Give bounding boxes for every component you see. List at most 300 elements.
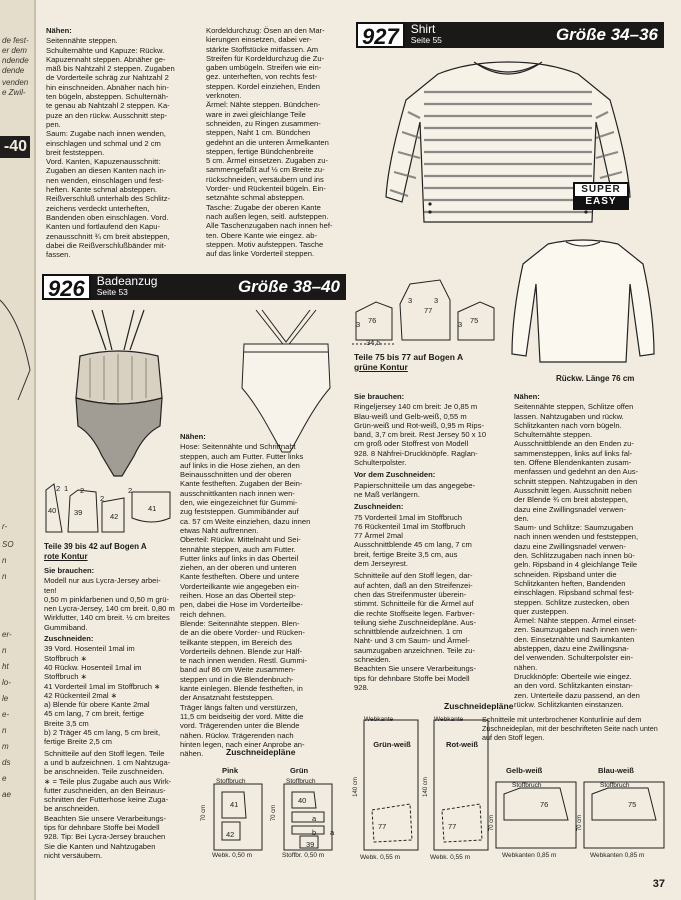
model-927-title — [411, 24, 442, 46]
piece-label: 2 — [56, 484, 61, 493]
plan-label: 77 — [378, 822, 387, 831]
plan-label: 70 cm — [577, 814, 584, 832]
page-number: 37 — [652, 878, 665, 890]
text-line: einschlagen. Ripsband schmal fest- — [514, 588, 634, 598]
plan-label: 75 — [628, 800, 637, 809]
piece-label: 34,5 — [366, 338, 381, 347]
text-line: schneiden. — [354, 655, 391, 665]
text-line: teilung siehe Zuschneidepläne. Aus- — [354, 617, 477, 627]
text-line: zenausschnitt ¾ cm breit absteppen, — [46, 231, 170, 241]
text-line: ∗ = Teile plus Zugabe auch aus Wirk- — [44, 776, 172, 786]
col1-bottom-lines2 — [44, 644, 180, 746]
text-line: Ausschnittblende an den Enden zu- — [514, 439, 634, 449]
text-line: steppen. Schlitze zustecken, oben — [514, 597, 630, 607]
plan-label: b — [312, 828, 317, 837]
text-line: ten. Offene Blendenkanten zusam- — [514, 458, 632, 468]
text-line: Druckknöpfe: Oberteile wie eingez. — [514, 671, 632, 681]
col1-bottom-lines1 — [44, 576, 180, 632]
piece-label: 3 — [434, 296, 439, 305]
text-line: mäß bis Nahtzahl 2 steppen. Zugaben — [46, 64, 175, 74]
text-line: cm groß oder Stoffrest von Modell — [354, 439, 469, 449]
spine-fragment: r- — [2, 522, 8, 531]
model-927-banner — [356, 22, 664, 48]
text-line: den, wie eingezeichnet für Gummi- — [180, 498, 298, 508]
text-line: Stoffbruch ∗ — [44, 653, 87, 663]
text-line: ware in zwei gleichlange Teile — [206, 109, 306, 119]
text-line: auf links in die Hose ziehen, an den — [180, 460, 300, 470]
piece-label: 76 — [368, 316, 377, 325]
piece-label: 2 — [100, 494, 105, 503]
text-line: Schulterpolster. — [354, 458, 407, 468]
plan-label: 76 — [540, 800, 549, 809]
shirt-back-illustration — [508, 234, 658, 374]
plan-label: 70 cm — [271, 804, 278, 822]
text-line: band auf 86 cm Weite zusammen- — [180, 665, 296, 675]
text-line: Ärmel: Nähte steppen. Ärmel einset- — [514, 616, 637, 626]
text-line: Futter links auf links in das Oberteil — [180, 553, 299, 563]
text-line: geln. Ripsband in 4 gleichlange Teile — [514, 560, 638, 570]
text-line: dazu eine Zwillingsnadel verwen- — [514, 541, 626, 551]
col1-bottom-text — [44, 566, 180, 860]
spine-fragment: er- — [2, 630, 12, 639]
text-line: Träger längs falten und verstürzen, — [180, 702, 298, 712]
plan-gruen-label: Grün — [290, 766, 309, 775]
text-line: Ausschnittblende 45 cm lang, 7 cm — [354, 540, 472, 550]
text-line: band, 3,7 cm breit. Rest Jersey 50 x 10 — [354, 430, 487, 440]
text-line: steppen, Naht 1 cm. Bündchen — [206, 128, 311, 138]
model-926-banner — [42, 274, 346, 300]
badge-super: SUPER — [581, 184, 621, 195]
text-line: nähen. — [514, 662, 538, 672]
text-line: der Ansatznaht feststeppen. — [180, 693, 275, 703]
spine-fragment: n — [2, 572, 7, 581]
plan-label: Webkanten 0,85 m — [590, 852, 645, 859]
plan-label: Stoffbruch — [286, 778, 316, 785]
col1-top-lines — [46, 36, 178, 259]
text-line: sammensteppen, links auf links fal- — [514, 448, 633, 458]
text-line: Ärmel: Nähte steppen. Bündchen- — [206, 100, 321, 110]
heading-zuschneiden-927: Zuschneiden: — [354, 502, 404, 512]
text-line: pen, dabei die Hose im Vorderteilbe- — [180, 600, 303, 610]
text-line: puze an den rückw. Ausschnitt step- — [46, 110, 168, 120]
pattern-caption-line2: rote Kontur — [44, 552, 88, 561]
text-line: de an die obere Vorder- und Rücken- — [180, 628, 305, 638]
text-line: Reißverschluß unterhalb des Schlitz- — [46, 194, 171, 204]
text-line: ne Maß verlängern. — [354, 489, 420, 499]
text-line: Saum- und Schlitze: Saumzugaben — [514, 523, 634, 533]
text-line: 41 Vorderteil 1mal im Stoffbruch ∗ — [44, 681, 161, 691]
text-line: 75 Vorderteil 1mal im Stoffbruch — [354, 512, 462, 522]
text-line: Oberteil: Rückw. Mittelnaht und Sei- — [180, 535, 301, 545]
text-line: 11,5 cm beidseitig der vord. Mitte die — [180, 711, 304, 721]
text-line: tips für dehnbare Stoffe bei Modell — [354, 673, 470, 683]
text-line: 76 Rückenteil 1mal im Stoffbruch — [354, 521, 466, 531]
model-927-size: Größe 34–36 — [555, 25, 658, 44]
previous-page-edge — [0, 0, 36, 900]
text-line: 928. Tip: Bei Lycra-Jersey brauchen — [44, 832, 166, 842]
text-line: Gummiband. — [44, 622, 88, 632]
piece-label: 3 — [356, 320, 361, 329]
text-line: tennähte steppen, auch am Futter. — [180, 544, 296, 554]
piece-label: 3 — [408, 296, 413, 305]
text-line: Grün-weiß und Rot-weiß, 0,95 m Rips- — [354, 420, 484, 430]
plan-label: 77 — [448, 822, 457, 831]
text-line: ten. Obere Kante wie eingez. ab- — [206, 230, 318, 240]
text-line: Schulternähte steppen. — [514, 430, 593, 440]
text-line: Schlitzkanten heften, Bandenden — [514, 578, 626, 588]
text-line: Hose: Seitennähte und Schrittnaht — [180, 442, 296, 452]
model-926-size: Größe 38–40 — [237, 277, 340, 296]
text-line: 928. — [354, 682, 369, 692]
piece-label: 1 — [64, 484, 69, 493]
plan-label: Stoffbruch — [216, 778, 246, 785]
piece-label: 2 — [128, 486, 133, 495]
text-line: Schlitzkanten nach vorn bügeln. — [514, 420, 622, 430]
text-line: Seitennähte steppen. — [46, 36, 118, 46]
spine-fragment: dende — [2, 66, 25, 75]
super-easy-badge — [573, 182, 629, 210]
col3-lines2 — [354, 481, 508, 500]
text-line: Seitennähte steppen, Schlitze offen — [514, 402, 634, 412]
text-line: steppen. Motiv aufsteppen. Tasche — [206, 239, 324, 249]
piece-label: 75 — [470, 316, 479, 325]
text-line: nen Lycra-Jersey, 140 cm breit. 0,80 m — [44, 604, 175, 614]
text-line: gez. unterheften, von rechts fest- — [206, 72, 318, 82]
heading-sie-brauchen: Sie brauchen: — [44, 566, 95, 575]
model-926-title-bar — [91, 274, 346, 300]
text-line: 0,50 m pinkfarbenen und 0,50 m grü- — [44, 594, 169, 604]
text-line: etwas Naht auftrennen. — [180, 525, 259, 535]
text-line: quer zusteppen. — [514, 606, 569, 616]
plan-pink-label: Pink — [222, 766, 239, 775]
pattern-caption-927 — [354, 352, 463, 372]
text-line: Vorderteilkante wie angegeben ein- — [180, 581, 300, 591]
text-line: Papierschnitteile um das angegebe- — [354, 480, 476, 490]
text-line: ziehen, an der oberen und unteren — [180, 563, 297, 573]
model-926-title — [97, 276, 158, 298]
col2-top-text — [206, 26, 346, 258]
sleeve-sketch-fragment — [0, 290, 36, 410]
spine-fragment: le — [2, 694, 9, 703]
text-line: Saum: Zugabe nach innen wenden, — [46, 129, 166, 139]
text-line: einschlagen und schmal und 2 cm — [46, 138, 161, 148]
text-line: ten bügeln, absteppen. Schulternäh- — [46, 92, 169, 102]
text-line: auf achten, daß an den Streifenzei- — [354, 580, 473, 590]
heading-naehen: Nähen: — [46, 26, 72, 35]
plan-label: 70 cm — [489, 814, 496, 832]
text-line: teilkante steppen, im Bereich des — [180, 637, 292, 647]
text-line: setznähte schmal absteppen. — [206, 193, 305, 203]
text-line: Schnitteile auf den Stoff legen. Teile — [44, 748, 165, 758]
heading-zuschneiden: Zuschneiden: — [44, 634, 94, 644]
text-line: steppen und in die Blendenbruch- — [180, 674, 294, 684]
spine-fragment: n — [2, 726, 7, 735]
text-line: Breite 3,5 cm — [44, 718, 89, 728]
pattern-caption-line1: Teile 75 bis 77 auf Bogen A — [354, 352, 464, 362]
text-line: gedehnt an die unteren Ärmelkanten — [206, 137, 329, 147]
plan-label: 140 cm — [422, 777, 429, 797]
plan-label: Webk. 0,55 m — [360, 854, 400, 861]
text-line: Kordeldurchzug: Ösen an den Mar- — [206, 26, 325, 35]
spine-fragment: ndende — [2, 56, 29, 65]
spine-size-badge: -40 — [0, 136, 30, 158]
text-line: dabei die Reißverschlußbänder mit- — [46, 240, 167, 250]
plan-label: Webk. 0,50 m — [212, 852, 252, 859]
text-line: Beachten Sie unsere Verarbeitungs- — [354, 664, 477, 674]
model-926-page: Seite 53 — [96, 287, 128, 297]
plan-label: Stoffbruch — [512, 782, 542, 789]
text-line: tips für dehnbare Stoffe bei Modell — [44, 823, 160, 833]
text-line: Modell nur aus Lycra-Jersey arbei- — [44, 576, 161, 586]
text-line: Vorderteils dehnen. Blende zur Hälf- — [180, 646, 302, 656]
col2-bottom-lines — [180, 442, 342, 758]
plans-926-diagram — [200, 778, 360, 858]
heading-naehen-926: Nähen: — [180, 432, 206, 441]
plan-label: 39 — [306, 840, 315, 849]
text-line: schneiden. Ripsband unter die — [514, 569, 617, 579]
text-line: 928. 8 Nähfrei-Druckknöpfe. Raglan- — [354, 448, 478, 458]
plan-label: Stoffbruch — [600, 782, 630, 789]
text-line: steppen, auch am Futter. Futter links — [180, 451, 304, 461]
text-line: Stoffbruch ∗ — [44, 672, 87, 682]
plan-label: Webkante — [364, 716, 394, 723]
text-line: Beinausschnitten und der oberen — [180, 470, 292, 480]
text-line: Blende: Seitennähte steppen. Blen- — [180, 618, 300, 628]
text-line: dazu eine Zwillingsnadel verwen- — [514, 504, 626, 514]
text-line: nähen. — [180, 749, 204, 759]
plans-926-heading: Zuschneidepläne — [226, 747, 296, 757]
plan-gelb-weiss: Gelb-weiß — [506, 766, 543, 775]
text-line: an den vord. Schlitzkanten einstan- — [514, 681, 633, 691]
model-927-title-bar — [405, 22, 664, 48]
col1-top-text — [46, 26, 178, 259]
plans-927-heading: Zuschneidepläne — [444, 701, 514, 711]
text-line: den. Schlitzzugaben nach innen bü- — [514, 551, 635, 561]
text-line: nach innen wenden und feststeppen, — [514, 532, 639, 542]
text-line: schnitten der Futterhose keine Zuga- — [44, 795, 169, 805]
plan-label: Webkanten 0,85 m — [502, 852, 557, 859]
text-line: 42 Rückenteil 2mal ∗ — [44, 690, 118, 700]
text-line: hinten legen, nach einer Anprobe an- — [180, 739, 305, 749]
text-line: chen das Streifenmuster überein- — [354, 589, 467, 599]
piece-label: 3 — [458, 320, 463, 329]
text-line: Beachten Sie unsere Verarbeitungs- — [44, 813, 167, 823]
text-line: te nach innen wenden. Restl. Gummi- — [180, 656, 308, 666]
spine-fragment: e Zwil- — [2, 88, 26, 97]
spine-fragment: n — [2, 646, 7, 655]
text-line: kante einlegen. Blende festheften, in — [180, 684, 303, 694]
text-line: der Blende ¾ cm breit absteppen, — [514, 495, 628, 505]
col3-lines4 — [354, 571, 508, 692]
text-line: Naht- und 3 cm Saum- und Ärmel- — [354, 636, 470, 646]
text-line: del verwenden. Schulterpolster ein- — [514, 653, 634, 663]
col1-bottom-lines3 — [44, 749, 180, 861]
text-line: vord. Trägerenden unter die Blende — [180, 721, 300, 731]
text-line: schnittblende aufzeichnen. 1 cm — [354, 627, 463, 637]
spine-fragment: ht — [2, 662, 9, 671]
text-line: Schnitteile auf den Stoff legen, dar- — [354, 571, 473, 581]
plan-label: 41 — [230, 800, 239, 809]
piece-label: 2 — [80, 486, 85, 495]
text-line: Ringeljersey 140 cm breit: Je 0,85 m — [354, 402, 478, 412]
plan-label: a — [330, 828, 335, 837]
shirt-front-illustration — [378, 52, 638, 252]
text-line: Ausschnitt legen. Ausschnitt neben — [514, 485, 632, 495]
text-line: 40 Rückw. Hosenteil 1mal im — [44, 662, 142, 672]
text-line: lassen. Nahtzugaben und rückw. — [514, 411, 624, 421]
text-line: 5 cm. Ärmel einsetzen. Zugaben zu- — [206, 156, 328, 166]
text-line: heften. Kante schmal absteppen. — [46, 185, 158, 195]
text-line: stimmt. Schnitteile für die Ärmel auf — [354, 599, 474, 609]
text-line: nicht versäubern. — [44, 850, 103, 860]
text-line: nen wenden, einschlagen und fest- — [46, 175, 164, 185]
piece-label: 42 — [110, 512, 119, 521]
text-line: rückw. Schlitzkanten einstanzen. — [514, 699, 624, 709]
text-line: zug feststeppen. Gummibänder auf — [180, 507, 299, 517]
piece-label: 39 — [74, 508, 83, 517]
text-line: steppen. Kordel einziehen, Enden — [206, 81, 320, 91]
text-line: futter zuschneiden, an den Beinaus- — [44, 785, 166, 795]
text-line: 39 Vord. Hosenteil 1mal im — [44, 644, 135, 654]
text-line: rückschneiden, versäubern und ins — [206, 174, 324, 184]
text-line: verknoten. — [206, 91, 242, 101]
text-line: Kante festheften. Obere und untere — [180, 572, 300, 582]
model-926-number: 926 — [42, 274, 91, 300]
text-line: saumzugaben anzeichnen. Teile zu- — [354, 645, 476, 655]
text-line: Bandenden oben einschlagen. Vord. — [46, 212, 169, 222]
text-line: hin einschneiden. Abnäher nach hin- — [46, 82, 169, 92]
text-line: sammengefaßt auf ½ cm Breite zu- — [206, 165, 325, 175]
text-line: stärkte Stoffstücke mitfassen. Am — [206, 44, 319, 54]
plans-927-note: Schnitteile mit unterbrochener Konturlinie auf dem Zuschneideplan, mit der beschrifteten Seite nach unten auf den Stoff legen. — [482, 715, 658, 742]
col3-text — [354, 392, 508, 692]
text-line: den. — [514, 513, 529, 523]
text-line: ca. 57 cm Weite einziehen, dazu innen — [180, 516, 311, 526]
back-length-caption: Rückw. Länge 76 cm — [556, 374, 635, 383]
model-926-name: Badeanzug — [96, 274, 158, 288]
text-line: Vorder- und Rückenteil bügeln. Ein- — [206, 184, 326, 194]
heading-sie-brauchen-927: Sie brauchen: — [354, 392, 405, 401]
text-line: 77 Ärmel 2mal — [354, 531, 403, 541]
plan-blau-weiss: Blau-weiß — [598, 766, 634, 775]
plan-label: Webk. 0,55 m — [430, 854, 470, 861]
text-line: Blau-weiß und Gelb-weiß, 0,55 m — [354, 411, 467, 421]
text-line: reihen. Hose an das Oberteil step- — [180, 591, 296, 601]
text-line: te genau ab Nahtzahl 2 steppen. Ka- — [46, 101, 170, 111]
text-line: Wirkfutter, 140 cm breit. ½ cm breites — [44, 613, 170, 623]
text-line: zeichens verdeckt unterheften, — [46, 203, 150, 213]
text-line: Schulternähte und Kapuze: Rückw. — [46, 45, 165, 55]
spine-fragment: lo- — [2, 678, 11, 687]
text-line: Streifen für Kordeldurchzug die Zu- — [206, 53, 325, 63]
pattern-caption-926 — [44, 542, 147, 562]
col2-top-lines — [206, 26, 346, 258]
text-line: a) Blende für obere Kante 2mal — [44, 700, 150, 710]
plan-label: Webkante — [434, 716, 464, 723]
text-line: die rechte Stoffseite legen. Farbver- — [354, 608, 475, 618]
plan-gruen-weiss: Grün-weiß — [373, 740, 411, 749]
text-line: zen. Unterteile dazu passend, an den — [514, 690, 640, 700]
col2-bottom-text — [180, 432, 342, 758]
col4-text — [514, 392, 670, 709]
heading-vor-dem-zuschneiden: Vor dem Zuschneiden: — [354, 470, 436, 480]
plan-label: 40 — [298, 796, 307, 805]
piece-label: 41 — [148, 504, 157, 513]
text-line: b) 2 Träger 45 cm lang, 5 cm breit, — [44, 728, 161, 738]
text-line: kierungen einsetzen, dabei ver- — [206, 35, 312, 45]
spine-fragment: venden — [2, 78, 29, 87]
plan-label: a — [312, 814, 317, 823]
text-line: Tasche: Zugabe der oberen Kante — [206, 202, 321, 212]
text-line: Alle Taschenzugaben nach innen hef- — [206, 221, 333, 231]
text-line: pen. — [46, 119, 61, 129]
text-line: Zugaben an diesen Kanten nach in- — [46, 166, 167, 176]
plan-label: 70 cm — [201, 804, 208, 822]
text-line: zen. Saumzugaben nach innen wen- — [514, 625, 638, 635]
text-line: breit feststeppen. — [46, 147, 105, 157]
text-line: fassen. — [46, 250, 71, 260]
text-line: auf das linke Vorderteil steppen. — [206, 249, 315, 259]
spine-fragment: e- — [2, 710, 10, 719]
text-line: schnitt steppen. Nahtzugaben in den — [514, 476, 638, 486]
pattern-caption-line2: grüne Kontur — [354, 362, 408, 372]
text-line: be anschneiden. — [44, 804, 100, 814]
text-line: Kapuzennaht steppen. Abnäher ge- — [46, 54, 166, 64]
text-line: 45 cm lang, 7 cm breit, fertige — [44, 709, 145, 719]
text-line: de Vorderteile schräg zur Nahtzahl 2 — [46, 73, 169, 83]
model-927-page: Seite 55 — [410, 35, 442, 45]
plan-label: 42 — [226, 830, 235, 839]
badge-easy: EASY — [575, 196, 627, 208]
col3-lines1 — [354, 402, 508, 467]
text-line: fertige Breite 2,5 cm — [44, 737, 112, 747]
text-line: be anschneiden. Teile zuschneiden. — [44, 767, 165, 777]
text-line: absteppen, dazu eine Zwillingsna- — [514, 644, 629, 654]
text-line: Kanten und fortlaufend den Kapu- — [46, 222, 160, 232]
text-line: dem Jerseyrest. — [354, 559, 409, 569]
spine-fragment: SO — [2, 540, 14, 549]
text-line: ausschnittkanten nach innen wen- — [180, 488, 295, 498]
swimsuit-front-illustration — [64, 306, 174, 486]
text-line: a und b aufzeichnen. 1 cm Nahtzuga- — [44, 757, 171, 767]
text-line: steppen, fertige Bündchenbreite — [206, 146, 314, 156]
text-line: Kante festheften. Zugaben der Bein- — [180, 479, 303, 489]
text-line: Sie die Kanten und Nahtzugaben — [44, 841, 156, 851]
spine-fragment: ds — [2, 758, 11, 767]
col3-lines3 — [354, 513, 508, 569]
plan-label: 140 cm — [352, 777, 359, 797]
model-927-number: 927 — [356, 22, 405, 48]
text-line: menfassen und gedehnt an den Aus- — [514, 467, 639, 477]
col4-lines — [514, 402, 670, 709]
text-line: den. Einsetznähte und Saumkanten — [514, 634, 635, 644]
text-line: Vord. Kanten, Kapuzenausschnitt: — [46, 157, 161, 167]
text-line: breit, fertige Breite 3,5 cm, aus — [354, 549, 458, 559]
plan-label: Stoffbr. 0,50 m — [282, 852, 325, 859]
model-927-name: Shirt — [410, 22, 436, 36]
text-line: gaben umbügeln. Streifen wie ein- — [206, 63, 322, 73]
text-line: ten! — [44, 585, 57, 595]
heading-naehen-927: Nähen: — [514, 392, 540, 401]
text-line: nach außen legen, seitl. aufsteppen. — [206, 211, 329, 221]
text-line: nähen. Rückw. Trägerenden nach — [180, 730, 294, 740]
spine-fragment: n — [2, 556, 7, 565]
spine-fragment: ae — [2, 790, 11, 799]
piece-label: 40 — [48, 506, 57, 515]
text-line: reich dehnen. — [180, 609, 227, 619]
text-line: schneiden, zu Ringen zusammen- — [206, 118, 321, 128]
plan-rot-weiss: Rot-weiß — [445, 740, 479, 749]
